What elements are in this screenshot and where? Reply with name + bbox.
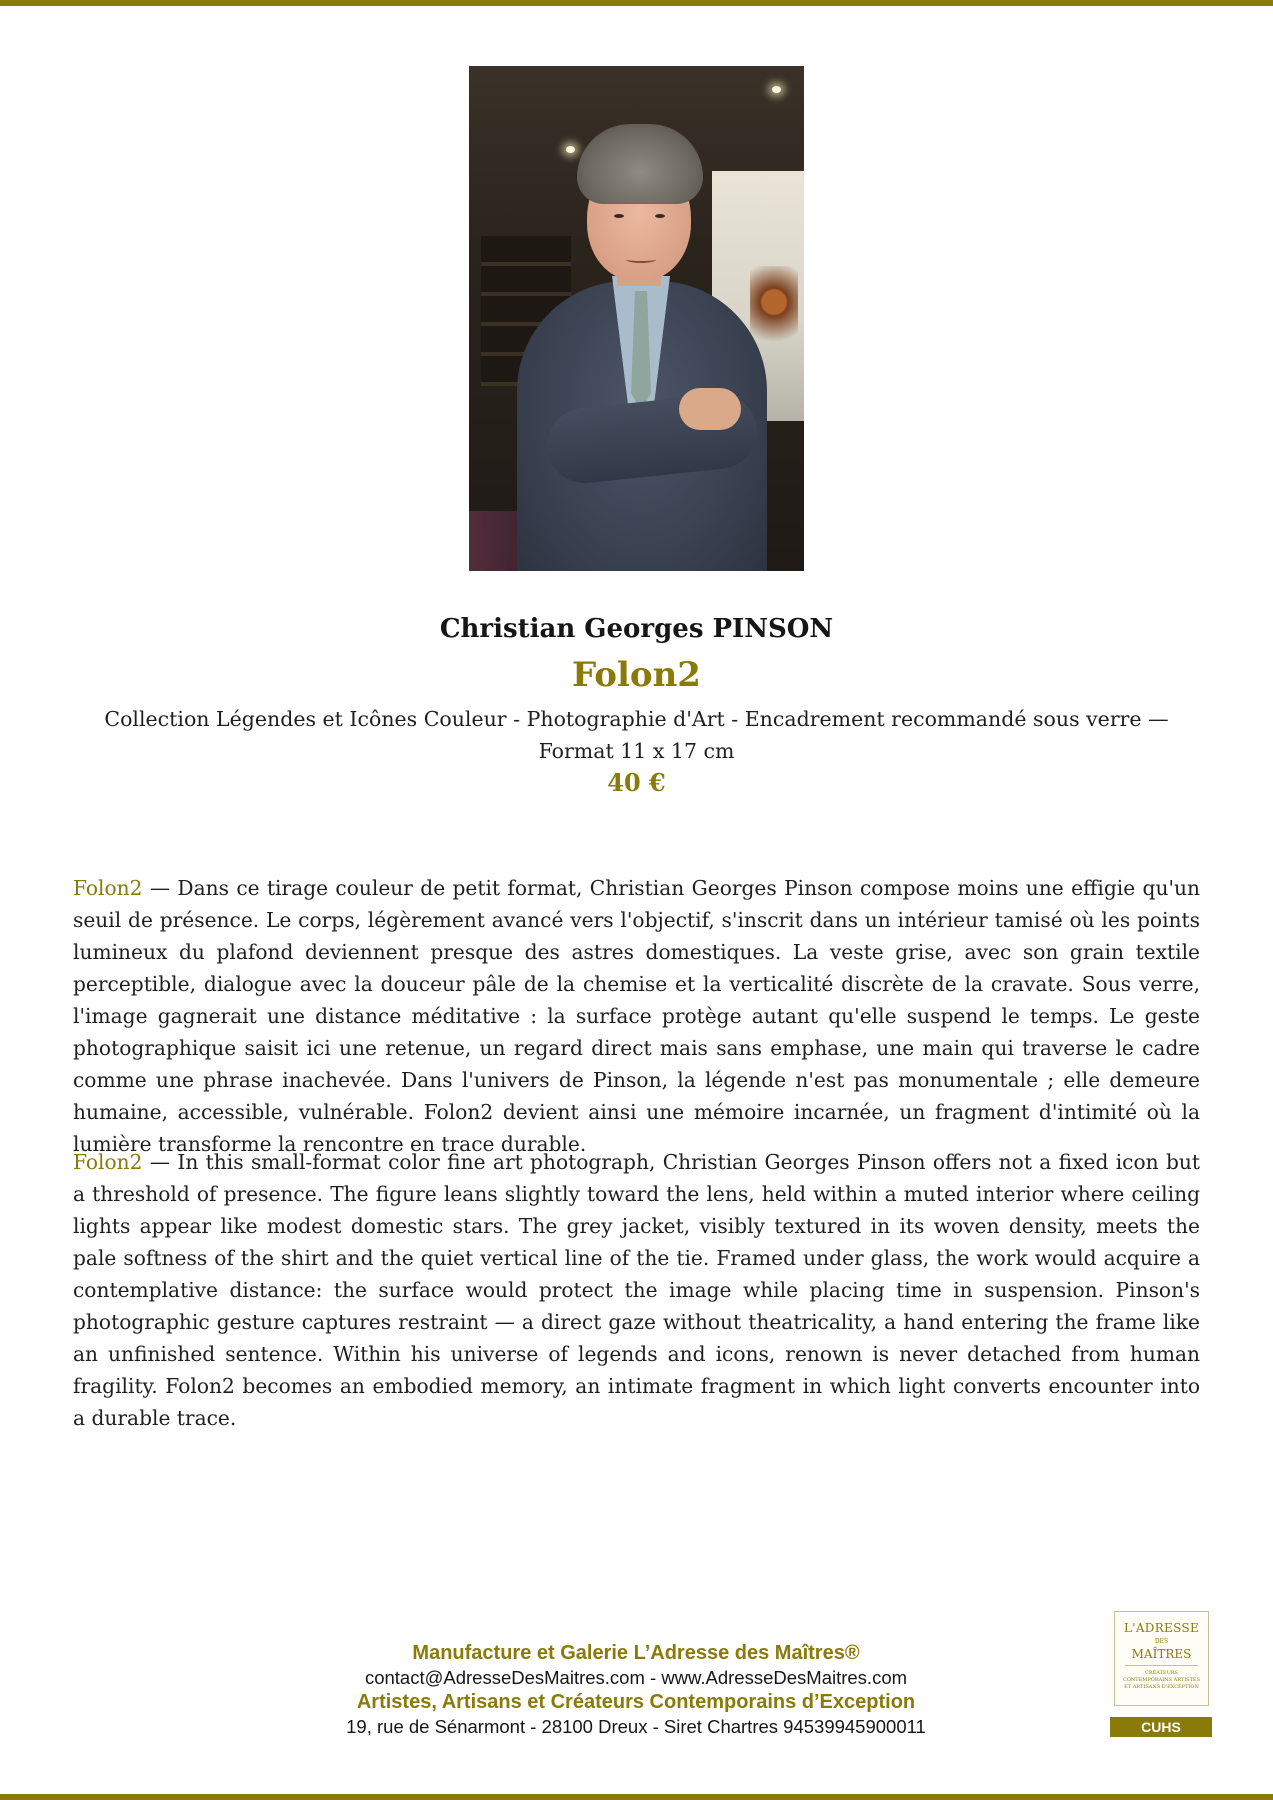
photo-eye — [614, 214, 624, 218]
photo-mouth — [626, 256, 656, 263]
description-english — [73, 1146, 1200, 1434]
footer-address: 19, rue de Sénarmont - 28100 Dreux - Siret Chartres 94539945900011 — [346, 1716, 926, 1737]
footer — [300, 1640, 972, 1738]
photo-hair — [577, 124, 703, 204]
ceiling-light — [566, 146, 575, 153]
footer-tagline: Artistes, Artisans et Créateurs Contemporains d’Exception — [356, 1691, 916, 1713]
artist-name: Christian Georges PINSON — [439, 614, 834, 644]
footer-gallery-name: Manufacture et Galerie L’Adresse des Maîtres® — [412, 1642, 860, 1664]
photo-hand — [679, 388, 741, 430]
footer-contact: contact@AdresseDesMaitres.com - www.AdresseDesMaitres.com — [364, 1667, 908, 1688]
bottom-rule — [0, 1794, 1273, 1800]
description-keyword: Folon2 — [73, 1150, 143, 1174]
gallery-logo — [1114, 1611, 1209, 1706]
description-text: — Dans ce tirage couleur de petit format, Christian Georges Pinson compose moins une effigie qu'un seuil de présence. Le corps, légèrement avancé vers l'objectif, s'inscrit dans un intérieur tamisé où les points lumineux du plafond deviennent presque des astres domestiques. La veste grise, avec son grain textile perceptible, dialogue avec la douceur pâle de la chemise et la verticalité discrète de la cravate. Sous verre, l'image gagnerait une distance méditative : la surface protège autant qu'elle suspend le temps. Le geste photographique saisit ici une retenue, un regard direct mais sans emphase, une main qui traverse le cadre comme une phrase inachevée. Dans l'univers de Pinson, la légende n'est pas monumentale ; elle demeure humaine, accessible, vulnérable. Folon2 devient ainsi une mémoire incarnée, un fragment d'intimité où la lumière transforme la rencontre en trace durable. — [73, 876, 1200, 1156]
logo-line: MAÎTRES — [1125, 1647, 1198, 1666]
artwork-title: Folon2 — [572, 655, 701, 695]
logo-line: L'ADRESSE — [1123, 1621, 1200, 1635]
artist-portrait-photo — [469, 66, 804, 571]
artwork-price: 40 € — [607, 768, 666, 797]
ceiling-light — [772, 86, 781, 93]
description-text: — In this small-format color fine art photograph, Christian Georges Pinson offers not a fixed icon but a threshold of presence. The figure leans slightly toward the lens, held within a muted interior where ceiling lights appear like modest domestic stars. The grey jacket, visibly textured in its woven density, meets the pale softness of the shirt and the quiet vertical line of the tie. Framed under glass, the work would acquire a contemplative distance: the surface would protect the image while placing time in suspension. Pinson's photographic gesture captures restraint — a direct gaze without theatricality, a hand entering the frame like an unfinished sentence. Within his universe of legends and icons, renown is never detached from human fragility. Folon2 becomes an embodied memory, an intimate fragment in which light converts encounter into a durable trace. — [73, 1150, 1200, 1430]
description-french — [73, 872, 1200, 1160]
logo-tagline: CRÉATEURS CONTEMPORAINS ARTISTES ET ARTISANS D'EXCEPTION — [1122, 1670, 1201, 1690]
description-keyword: Folon2 — [73, 876, 143, 900]
logo-line: DES — [1154, 1638, 1169, 1645]
top-rule — [0, 0, 1273, 6]
artwork-subtitle: Collection Légendes et Icônes Couleur - Photographie d'Art - Encadrement recommandé sous verre — Format 11 x 17 cm — [104, 707, 1169, 763]
photo-eye — [655, 214, 665, 218]
logo-badge: CUHS — [1110, 1717, 1212, 1737]
